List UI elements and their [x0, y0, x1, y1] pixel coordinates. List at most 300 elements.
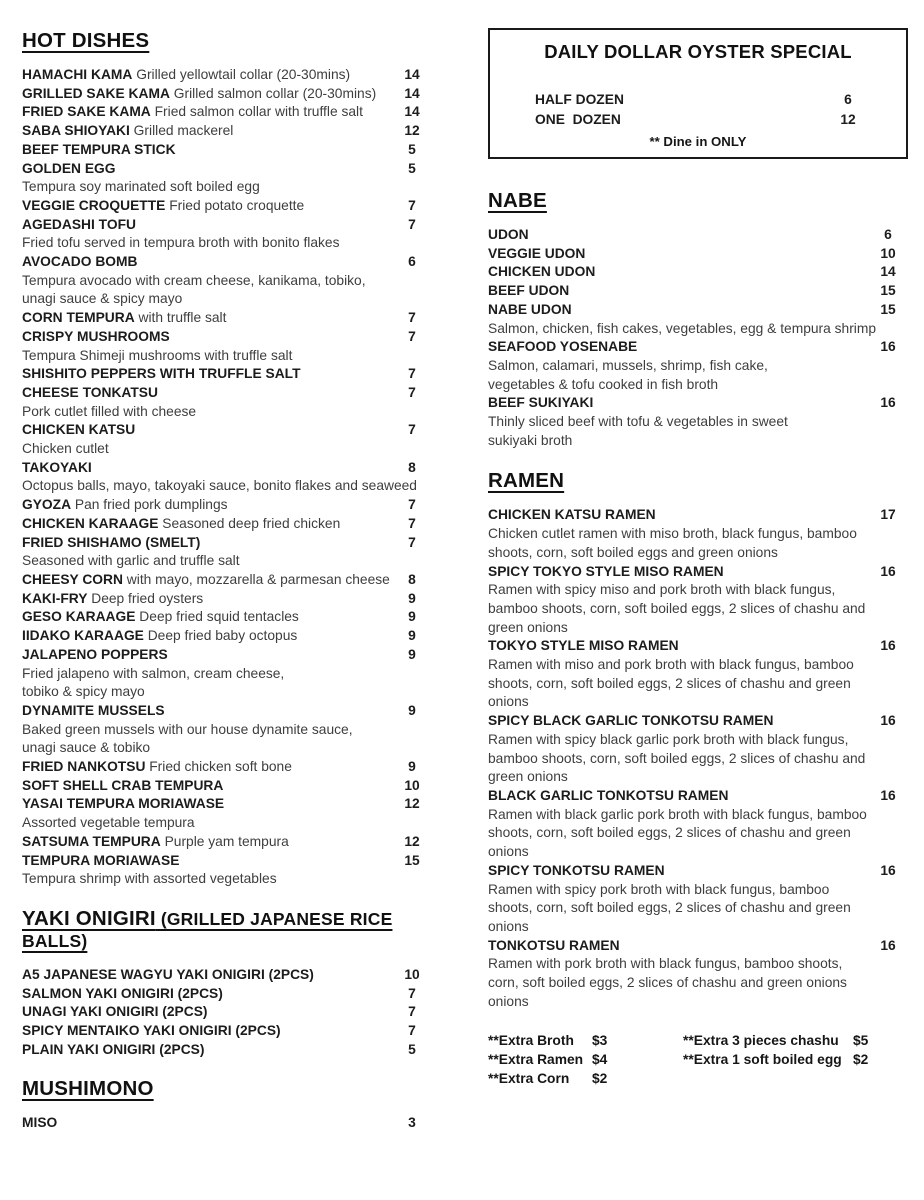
item-text [22, 160, 392, 179]
item-line [22, 985, 432, 1004]
item-name: GYOZA [22, 497, 72, 513]
item-list [22, 1114, 432, 1133]
item-name: AGEDASHI TOFU [22, 216, 136, 232]
item-text [22, 966, 392, 985]
item-line [22, 328, 432, 347]
extra-item-label: **Extra Ramen [488, 1052, 584, 1068]
right-column [488, 28, 908, 1089]
item-price: 14 [404, 104, 420, 120]
item-text [22, 646, 392, 665]
item-desc-line: Pork cutlet filled with cheese [22, 403, 197, 419]
item-line [488, 394, 908, 413]
menu-item [22, 852, 432, 889]
item-price: 12 [404, 833, 420, 849]
item-desc-line: Fried jalapeno with salmon, cream cheese, [22, 665, 285, 681]
item-list [488, 506, 908, 1011]
item-price: 9 [408, 646, 416, 662]
item-desc-line: Assorted vegetable tempura [22, 815, 195, 831]
item-line [488, 301, 908, 320]
menu-item [488, 506, 908, 562]
menu-item [488, 937, 908, 1012]
item-desc-line: shoots, corn, soft boiled eggs, 2 slices of chashu and green [488, 675, 851, 691]
item-desc-line: Fried tofu served in tempura broth with bonito flakes [22, 235, 340, 251]
item-text [22, 758, 392, 777]
extra-item-price: $4 [592, 1052, 608, 1068]
menu-item [22, 141, 432, 160]
menu-section [488, 190, 908, 450]
item-text [22, 833, 392, 852]
item-line [488, 226, 908, 245]
item-desc-line: Tempura avocado with cream cheese, kanikama, tobiko, [22, 272, 366, 288]
item-name: CRISPY MUSHROOMS [22, 328, 170, 344]
item-line [22, 852, 432, 871]
menu-item [22, 66, 432, 85]
item-name: BEEF UDON [488, 283, 570, 299]
item-desc-line: corn, soft boiled eggs, 2 slices of chashu and green onions [488, 975, 847, 991]
item-text [22, 1041, 392, 1060]
item-price: 7 [408, 328, 416, 344]
menu-item [488, 263, 908, 282]
menu-item [488, 787, 908, 862]
item-text [22, 216, 392, 235]
item-text [488, 245, 868, 264]
item-price: 7 [408, 985, 416, 1001]
item-text [22, 777, 392, 796]
special-item [535, 110, 868, 130]
menu-item [22, 795, 432, 832]
item-inline-desc: with mayo, mozzarella & parmesan cheese [122, 571, 390, 587]
item-desc-line: unagi sauce & tobiko [22, 740, 151, 756]
menu-item [22, 1041, 432, 1060]
menu-item [488, 712, 908, 787]
item-price: 17 [880, 507, 896, 523]
item-name: MISO [22, 1115, 58, 1131]
item-price: 16 [880, 713, 896, 729]
item-price: 16 [880, 787, 896, 803]
item-price: 14 [880, 264, 896, 280]
item-price: 16 [880, 638, 896, 654]
item-price: 10 [404, 777, 420, 793]
item-line [22, 421, 432, 440]
item-line [22, 590, 432, 609]
item-line [22, 197, 432, 216]
item-text [22, 141, 392, 160]
item-text [22, 365, 392, 384]
item-name: JALAPENO POPPERS [22, 646, 168, 662]
item-text [22, 1022, 392, 1041]
item-name: VEGGIE CROQUETTE [22, 197, 166, 213]
item-text [488, 787, 868, 806]
item-line [22, 103, 432, 122]
item-desc-line: green onions [488, 619, 568, 635]
menu-section [22, 1078, 432, 1133]
item-name: UDON [488, 227, 529, 242]
item-desc-line: Baked green mussels with our house dynamite sauce, [22, 721, 353, 737]
extra-item-price: $5 [853, 1033, 869, 1049]
menu-item [22, 160, 432, 197]
item-text [22, 122, 392, 141]
item-desc-line: Ramen with spicy pork broth with black fungus, bamboo [488, 881, 830, 897]
item-price: 14 [404, 67, 420, 82]
extra-item-label: **Extra Corn [488, 1070, 570, 1086]
item-text [488, 226, 868, 245]
item-price: 8 [408, 459, 416, 475]
item-name: SATSUMA TEMPURA [22, 833, 161, 849]
menu-item [22, 365, 432, 384]
item-name: SPICY TOKYO STYLE MISO RAMEN [488, 563, 724, 579]
item-price: 6 [884, 227, 892, 242]
menu-item [22, 309, 432, 328]
item-price: 9 [408, 759, 416, 775]
item-name: CHICKEN KARAAGE [22, 515, 159, 531]
item-price: 7 [408, 366, 416, 382]
item-text [488, 506, 868, 525]
item-desc-line: bamboo shoots, corn, soft boiled eggs, 2 slices of chashu and [488, 600, 866, 616]
menu-item [22, 1022, 432, 1041]
item-desc-line: Ramen with spicy miso and pork broth with black fungus, [488, 582, 836, 598]
item-line [22, 966, 432, 985]
menu-item [22, 85, 432, 104]
item-line [22, 459, 432, 478]
item-name: GOLDEN EGG [22, 160, 116, 176]
special-item [535, 90, 868, 110]
item-price: 16 [880, 563, 896, 579]
item-line [22, 496, 432, 515]
menu-item [22, 1003, 432, 1022]
item-desc-line: Ramen with spicy black garlic pork broth with black fungus, [488, 731, 849, 747]
item-line [22, 534, 432, 553]
extra-item [488, 1032, 683, 1051]
item-line [488, 245, 908, 264]
item-line [22, 1022, 432, 1041]
item-inline-desc: Purple yam tempura [160, 833, 289, 849]
item-price: 7 [408, 1023, 416, 1039]
item-text [488, 282, 868, 301]
item-line [22, 627, 432, 646]
item-name: CORN TEMPURA [22, 310, 135, 326]
item-name: UNAGI YAKI ONIGIRI (2PCS) [22, 1004, 208, 1020]
item-desc-line: green onions [488, 769, 568, 785]
extra-item-label: **Extra Broth [488, 1033, 574, 1049]
item-list [22, 966, 432, 1060]
item-price: 8 [408, 571, 416, 587]
item-line [22, 515, 432, 534]
item-text [22, 985, 392, 1004]
item-name: SALMON YAKI ONIGIRI (2PCS) [22, 985, 223, 1001]
extras-column [683, 1032, 908, 1088]
item-line [488, 338, 908, 357]
item-name: BEEF TEMPURA STICK [22, 141, 176, 157]
item-line [22, 1114, 432, 1133]
item-text [22, 627, 392, 646]
extras-column [488, 1032, 683, 1088]
item-text [488, 937, 868, 956]
menu-item [22, 702, 432, 758]
item-price: 9 [408, 609, 416, 625]
item-desc-line: Octopus balls, mayo, takoyaki sauce, bonito flakes and seaweed [22, 478, 417, 494]
menu-item [22, 985, 432, 1004]
menu-item [488, 394, 908, 450]
menu-item [22, 590, 432, 609]
item-name: AVOCADO BOMB [22, 254, 138, 270]
item-text [22, 571, 392, 590]
menu-item [488, 226, 908, 245]
item-line [22, 384, 432, 403]
extra-item [683, 1032, 908, 1051]
menu-section [488, 470, 908, 1011]
menu-item [22, 966, 432, 985]
item-text [22, 197, 392, 216]
item-price: 9 [408, 628, 416, 644]
left-column [22, 30, 432, 1152]
item-desc-line: Thinly sliced beef with tofu & vegetables in sweet [488, 414, 788, 430]
menu-item [22, 608, 432, 627]
item-line [488, 263, 908, 282]
menu-item [22, 758, 432, 777]
item-name: A5 JAPANESE WAGYU YAKI ONIGIRI (2PCS) [22, 966, 314, 982]
menu-item [22, 216, 432, 253]
item-price: 7 [408, 1004, 416, 1020]
item-price: 7 [408, 384, 416, 400]
item-name: FRIED NANKOTSU [22, 759, 146, 775]
item-line [22, 646, 432, 665]
item-text [22, 384, 392, 403]
item-inline-desc: Fried chicken soft bone [145, 759, 292, 775]
item-desc-line: Chicken cutlet [22, 441, 109, 457]
item-line [488, 712, 908, 731]
menu-item [22, 1114, 432, 1133]
menu-item [488, 282, 908, 301]
item-inline-desc: Pan fried pork dumplings [71, 497, 228, 513]
item-price: 7 [408, 197, 416, 213]
item-name: TEMPURA MORIAWASE [22, 852, 180, 868]
item-text [22, 608, 392, 627]
section-title-text: RAMEN [488, 469, 565, 493]
menu-item [22, 833, 432, 852]
section-title-text: MUSHIMONO [22, 1077, 154, 1101]
item-price: 12 [404, 796, 420, 812]
item-name: VEGGIE UDON [488, 245, 586, 261]
item-text [488, 637, 868, 656]
item-text [22, 795, 392, 814]
section-title-text: YAKI ONIGIRI [22, 906, 156, 930]
item-inline-desc: Fried potato croquette [165, 197, 305, 213]
item-name: IIDAKO KARAAGE [22, 628, 144, 644]
item-name: SPICY TONKOTSU RAMEN [488, 862, 665, 878]
extra-item [488, 1070, 683, 1089]
menu-item [22, 777, 432, 796]
item-inline-desc: Grilled yellowtail collar (20-30mins) [132, 67, 351, 82]
item-price: 9 [408, 590, 416, 606]
item-name: YASAI TEMPURA MORIAWASE [22, 796, 225, 812]
section-title [22, 30, 432, 52]
section-title [488, 190, 908, 212]
item-text [22, 421, 392, 440]
item-desc-line: Ramen with miso and pork broth with black fungus, bamboo [488, 657, 854, 673]
item-desc-line: Salmon, calamari, mussels, shrimp, fish cake, [488, 357, 768, 373]
item-inline-desc: Deep fried squid tentacles [135, 609, 299, 625]
item-line [488, 862, 908, 881]
item-name: GRILLED SAKE KAMA [22, 85, 170, 101]
item-text [22, 66, 392, 85]
menu-item [22, 534, 432, 571]
item-text [488, 862, 868, 881]
item-line [488, 563, 908, 582]
item-desc-line: onions [488, 918, 529, 934]
extra-item-price: $3 [592, 1033, 608, 1049]
menu-item [488, 862, 908, 937]
item-inline-desc: with truffle salt [134, 310, 227, 326]
menu-item [22, 571, 432, 590]
item-inline-desc: Grilled salmon collar (20-30mins) [169, 85, 377, 101]
item-line [22, 365, 432, 384]
item-desc-line: shoots, corn, soft boiled eggs, 2 slices of chashu and green [488, 900, 851, 916]
item-inline-desc: Seasoned deep fried chicken [158, 515, 341, 531]
menu-item [22, 253, 432, 309]
item-desc-line: bamboo shoots, corn, soft boiled eggs, 2 slices of chashu and [488, 750, 866, 766]
item-desc-line: Seasoned with garlic and truffle salt [22, 553, 240, 569]
item-name: KAKI-FRY [22, 590, 88, 606]
item-text [22, 702, 392, 721]
item-text [22, 515, 392, 534]
section-title [488, 470, 908, 492]
extra-item-label: **Extra 1 soft boiled egg [683, 1052, 842, 1068]
item-line [22, 795, 432, 814]
item-text [22, 852, 392, 871]
menu-item [22, 328, 432, 365]
item-price: 15 [404, 852, 420, 868]
item-line [488, 282, 908, 301]
item-name: TOKYO STYLE MISO RAMEN [488, 638, 679, 654]
item-desc-line: vegetables & tofu cooked in fish broth [488, 376, 719, 392]
item-price: 16 [880, 339, 896, 355]
item-inline-desc: Grilled mackerel [129, 123, 234, 139]
item-inline-desc: Deep fried oysters [87, 590, 204, 606]
menu-section [22, 30, 432, 889]
item-desc-line: Chicken cutlet ramen with miso broth, black fungus, bamboo [488, 526, 857, 542]
item-name: BEEF SUKIYAKI [488, 395, 594, 411]
item-line [22, 758, 432, 777]
item-line [22, 216, 432, 235]
item-line [488, 506, 908, 525]
menu-item [22, 384, 432, 421]
item-line [22, 160, 432, 179]
item-text [488, 338, 868, 357]
item-text [22, 253, 392, 272]
item-price: 7 [408, 497, 416, 513]
item-desc-line: Tempura soy marinated soft boiled egg [22, 179, 260, 195]
item-line [22, 85, 432, 104]
item-desc-line: tobiko & spicy mayo [22, 684, 145, 700]
item-price: 7 [408, 534, 416, 550]
item-price: 16 [880, 937, 896, 953]
item-line [22, 253, 432, 272]
special-note: ** Dine in ONLY [649, 134, 747, 149]
special-item-price: 12 [840, 111, 856, 127]
item-line [22, 571, 432, 590]
item-text [22, 1114, 392, 1133]
item-text [22, 459, 392, 478]
item-price: 7 [408, 216, 416, 232]
menu-item [22, 197, 432, 216]
menu-item [488, 637, 908, 712]
special-item-name: ONE DOZEN [535, 111, 621, 127]
item-desc-line: Salmon, chicken, fish cakes, vegetables, egg & tempura shrimp [488, 320, 877, 336]
item-text [22, 590, 392, 609]
menu-section [22, 908, 432, 1060]
item-desc-line: shoots, corn, soft boiled eggs and green onions [488, 544, 778, 560]
item-name: CHEESY CORN [22, 571, 123, 587]
item-desc-line: Ramen with pork broth with black fungus, bamboo shoots, [488, 956, 843, 972]
item-list [488, 226, 908, 450]
item-price: 9 [408, 702, 416, 718]
item-price: 5 [408, 141, 416, 157]
item-line [22, 1041, 432, 1060]
item-line [22, 141, 432, 160]
item-line [22, 777, 432, 796]
item-text [22, 85, 392, 104]
item-text [22, 328, 392, 347]
item-price: 5 [408, 160, 416, 176]
item-text [22, 309, 392, 328]
item-line [22, 66, 432, 85]
item-text [488, 563, 868, 582]
item-name: SABA SHIOYAKI [22, 123, 130, 139]
item-name: FRIED SHISHAMO (SMELT) [22, 534, 201, 550]
item-desc-line: shoots, corn, soft boiled eggs, 2 slices of chashu and green [488, 825, 851, 841]
item-name: TONKOTSU RAMEN [488, 937, 620, 953]
item-price: 15 [880, 301, 896, 317]
item-name: CHICKEN KATSU [22, 422, 136, 438]
item-line [22, 833, 432, 852]
item-name: SOFT SHELL CRAB TEMPURA [22, 777, 224, 793]
extra-item [683, 1051, 908, 1070]
item-inline-desc: Fried salmon collar with truffle salt [150, 104, 363, 120]
item-name: CHICKEN UDON [488, 264, 596, 280]
menu-item [488, 301, 908, 338]
extra-item-price: $2 [592, 1070, 608, 1086]
special-items [535, 90, 868, 129]
item-text [22, 103, 392, 122]
menu-item [22, 496, 432, 515]
item-name: FRIED SAKE KAMA [22, 104, 151, 120]
item-desc-line: Tempura Shimeji mushrooms with truffle salt [22, 347, 293, 363]
extra-item [488, 1051, 683, 1070]
item-name: DYNAMITE MUSSELS [22, 702, 165, 718]
menu-item [22, 627, 432, 646]
item-line [22, 122, 432, 141]
menu-item [22, 421, 432, 458]
item-inline-desc: Deep fried baby octopus [143, 628, 298, 644]
item-name: BLACK GARLIC TONKOTSU RAMEN [488, 787, 729, 803]
section-title-suffix: (GRILLED JAPANESE RICE BALLS) [22, 908, 393, 951]
menu-item [488, 338, 908, 394]
special-item-name: HALF DOZEN [535, 92, 624, 107]
item-name: CHICKEN KATSU RAMEN [488, 507, 656, 523]
item-price: 14 [404, 85, 420, 101]
section-title-text: HOT DISHES [22, 29, 150, 52]
item-desc-line: unagi sauce & spicy mayo [22, 291, 183, 307]
item-price: 12 [404, 123, 420, 139]
menu-item [22, 122, 432, 141]
item-line [488, 637, 908, 656]
item-text [488, 263, 868, 282]
item-text [22, 1003, 392, 1022]
special-title: DAILY DOLLAR OYSTER SPECIAL [544, 41, 852, 62]
menu-item [22, 103, 432, 122]
menu-item [22, 646, 432, 702]
item-line [488, 937, 908, 956]
